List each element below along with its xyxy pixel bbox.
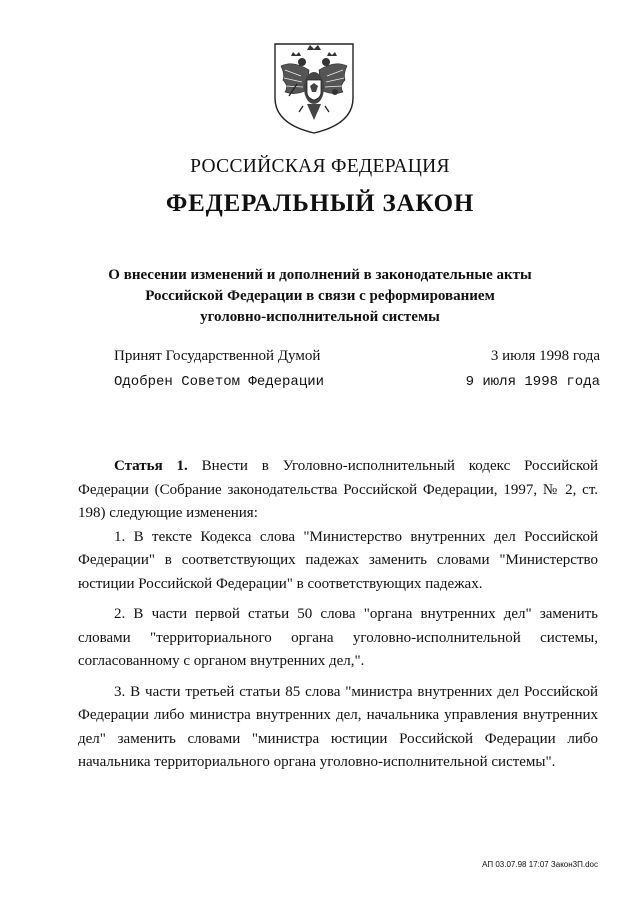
law-title	[60, 265, 580, 328]
council-approval-label: Одобрен Советом Федерации	[114, 374, 325, 390]
duma-adoption-row	[114, 348, 600, 368]
article-1-intro-text: Внести в Уголовно-исполнительный кодекс Российской Федерации (Собрание законодательства Российской Федерации, 1997, № 2, ст. 198) следующие изменения:	[78, 458, 598, 521]
article-1-intro-paragraph	[78, 455, 598, 526]
article-1-label: Статья 1.	[114, 458, 188, 474]
council-approval-row	[114, 374, 600, 394]
duma-adoption-label: Принят Государственной Думой	[114, 348, 321, 364]
country-heading: РОССИЙСКАЯ ФЕДЕРАЦИЯ	[190, 156, 450, 177]
coat-of-arms-icon	[271, 40, 357, 136]
law-title-line-2: Российской Федерации в связи с реформированием	[145, 288, 495, 304]
council-approval-date: 9 июля 1998 года	[465, 374, 600, 390]
document-footer-ref: АП 03.07.98 17:07 Закон3П.doc	[482, 860, 598, 869]
article-1-item-3: 3. В части третьей статьи 85 слова "министра внутренних дел Российской Федерации либо министра внутренних дел, начальника управления внутренних дел" заменить словами "министра юстиции Российской Федерации либо начальника территориального органа уголовно-исполнительной системы".	[78, 683, 598, 770]
law-title-line-1: О внесении изменений и дополнений в законодательные акты	[108, 267, 532, 283]
article-1-item-2: 2. В части первой статьи 50 слова "органа внутренних дел" заменить словами "территориального органа уголовно-исполнительной системы, согласованному с органом внутренних дел,".	[78, 606, 598, 669]
law-type-heading: ФЕДЕРАЛЬНЫЙ ЗАКОН	[165, 190, 475, 217]
law-title-line-3: уголовно-исполнительной системы	[200, 309, 440, 325]
article-1-item-1: 1. В тексте Кодекса слова "Министерство внутренних дел Российской Федерации" в соответствующих падежах заменить словами "Министерство юстиции Российской Федерации" в соответствующих падежах.	[78, 528, 598, 592]
duma-adoption-date: 3 июля 1998 года	[490, 348, 600, 364]
article-1	[78, 455, 598, 782]
